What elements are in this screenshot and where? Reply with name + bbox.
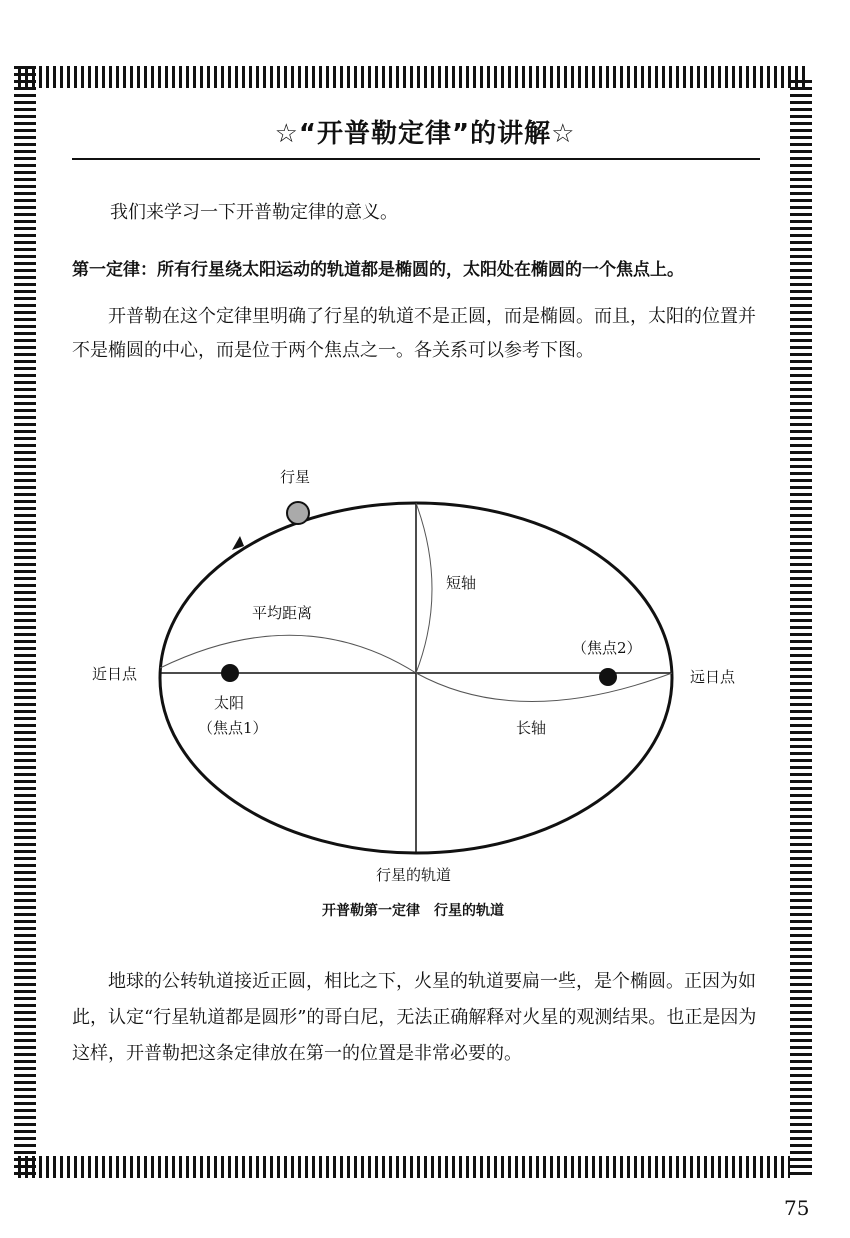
label-aphelion: 远日点	[690, 668, 736, 686]
label-orbit: 行星的轨道	[376, 866, 452, 884]
figure-caption: 开普勒第一定律 行星的轨道	[322, 903, 504, 919]
label-planet: 行星	[280, 468, 311, 486]
minor-axis-bracket	[416, 503, 432, 673]
label-mean-distance: 平均距离	[252, 604, 313, 622]
page-number: 75	[784, 1196, 810, 1220]
mean-distance-curve	[160, 635, 416, 673]
paragraph-2: 地球的公转轨道接近正圆，相比之下，火星的轨道要扁一些，是个椭圆。正因为如此，认定“行星轨道都是圆形”的哥白尼，无法正确解释对火星的观测结果。也正是因为这样，开普勒把这条定律放在第一的位置是非常必要的。	[72, 971, 757, 1064]
sun-focus-1	[221, 664, 239, 682]
border-top	[18, 66, 806, 88]
planet-marker	[287, 502, 309, 524]
label-minor-axis: 短轴	[446, 574, 477, 592]
paragraph-1: 开普勒在这个定律里明确了行星的轨道不是正圆，而是椭圆。而且，太阳的位置并不是椭圆的中心，而是位于两个焦点之一。各关系可以参考下图。	[72, 306, 756, 361]
focus-2-point	[599, 668, 617, 686]
label-sun: 太阳	[214, 694, 245, 712]
orbit-diagram	[0, 460, 850, 890]
label-perihelion: 近日点	[92, 665, 138, 683]
border-bottom	[18, 1156, 790, 1178]
major-axis-bracket	[416, 673, 672, 702]
title-underline	[72, 158, 760, 160]
first-law-statement: 第一定律：所有行星绕太阳运动的轨道都是椭圆的，太阳处在椭圆的一个焦点上。	[72, 260, 684, 280]
intro-text: 我们来学习一下开普勒定律的意义。	[110, 202, 398, 223]
page-title: ☆“开普勒定律”的讲解☆	[274, 119, 576, 149]
label-focus-2: （焦点2）	[572, 639, 642, 657]
label-major-axis: 长轴	[516, 719, 547, 737]
label-focus-1: （焦点1）	[198, 719, 268, 737]
